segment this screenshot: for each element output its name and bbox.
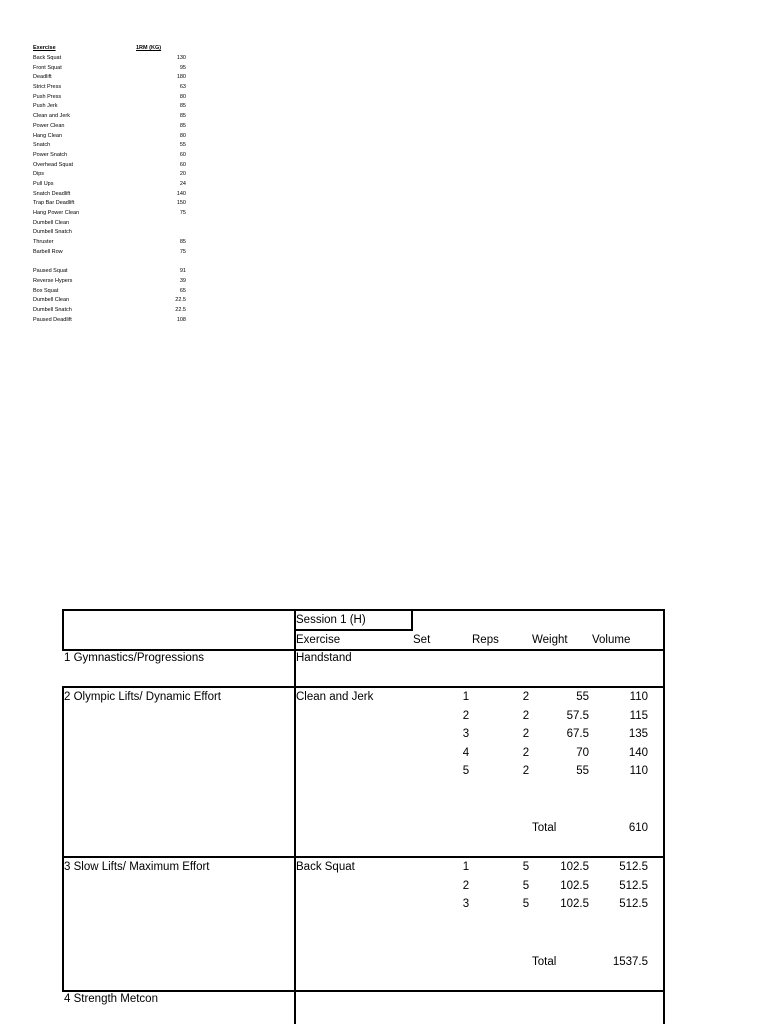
slow-lifts-reps-cell: 5	[522, 898, 530, 910]
slow-lifts-volume-cell: 512.5	[619, 879, 648, 892]
sheet-top-border	[62, 609, 665, 611]
slow-lifts-volume-cell: 512.5	[619, 898, 648, 910]
rm-exercise-value: 140	[176, 190, 186, 197]
slow-lifts-total-value: 1537.5	[612, 956, 648, 968]
section-label-olympic: 2 Olympic Lifts/ Dynamic Effort	[64, 691, 221, 703]
olympic-set-cell: 4	[462, 746, 470, 759]
rm-exercise-name: Paused Squat	[33, 268, 68, 275]
rm-exercise-name: Dumbell Snatch	[33, 306, 72, 313]
rm-exercise-name: Dips	[33, 171, 45, 178]
rm-exercise-name: Clean and Jerk	[33, 113, 70, 120]
olympic-reps-cell: 2	[522, 746, 530, 759]
section2-divider	[62, 856, 665, 858]
rm-exercise-value: 60	[179, 151, 186, 158]
rm-exercise-name: Pull Ups	[33, 180, 54, 187]
slow-lifts-set-cell: 3	[462, 898, 470, 910]
rm-exercise-value: 95	[179, 64, 186, 71]
session-title: Session 1 (H)	[296, 614, 366, 626]
olympic-volume-cell: 140	[628, 746, 648, 759]
section3-left-border	[62, 856, 64, 992]
col-header-reps: Reps	[472, 634, 499, 646]
olympic-weight-cell: 55	[576, 765, 589, 777]
rm-exercise-value: 39	[179, 277, 186, 284]
rm-exercise-value: 80	[179, 93, 186, 100]
rm-exercise-value: 85	[179, 122, 186, 129]
rm-exercise-value: 180	[176, 74, 186, 81]
section-exercise-olympic: Clean and Jerk	[296, 691, 374, 703]
sheet-left-border-top	[62, 609, 64, 651]
rm-exercise-value: 75	[179, 248, 186, 255]
olympic-set-cell: 3	[462, 728, 470, 740]
rm-exercise-name: Snatch	[33, 142, 51, 149]
olympic-reps-cell: 2	[522, 709, 530, 722]
rm-exercise-value: 20	[179, 171, 186, 178]
olympic-weight-cell: 67.5	[566, 728, 589, 740]
rm-exercise-name: Snatch Deadlift	[33, 190, 71, 197]
rm-exercise-name: Barbell Row	[33, 248, 63, 255]
slow-lifts-total-label: Total	[532, 956, 557, 968]
rm-exercise-value: 55	[179, 142, 186, 149]
slow-lifts-weight-cell: 102.5	[560, 861, 589, 873]
section-label-strength-metcon: 4 Strength Metcon	[64, 993, 158, 1005]
rm-exercise-value: 108	[176, 316, 186, 323]
sheet-column-divider	[294, 609, 296, 1024]
olympic-volume-cell: 110	[629, 765, 648, 777]
slow-lifts-weight-cell: 102.5	[560, 898, 589, 910]
rm-exercise-value: 80	[179, 132, 186, 139]
rm-exercise-value: 22.5	[175, 297, 186, 304]
rm-exercise-value: 75	[179, 210, 186, 216]
olympic-total-label: Total	[532, 822, 557, 834]
slow-lifts-volume-cell: 512.5	[619, 861, 648, 873]
olympic-weight-cell: 70	[576, 746, 589, 759]
olympic-volume-cell: 115	[629, 709, 648, 722]
rm-exercise-value: 65	[179, 287, 186, 294]
rm-exercise-name: Push Jerk	[33, 103, 58, 110]
col-header-exercise: Exercise	[296, 634, 341, 646]
title-box-bottom	[294, 629, 413, 631]
section1-divider	[62, 686, 665, 688]
section-exercise-gymnastics: Handstand	[296, 652, 352, 664]
rm-exercise-value: 150	[176, 200, 186, 207]
rm-exercise-name: Box Squat	[33, 287, 59, 294]
rm-exercise-name: Dumbell Snatch	[33, 229, 72, 236]
rm-exercise-name: Push Press	[33, 93, 62, 100]
rm-exercise-name: Reverse Hypers	[33, 277, 73, 284]
rm-exercise-name: Thruster	[33, 239, 54, 246]
rm-exercise-name: Overhead Squat	[33, 161, 74, 168]
rm-exercise-name: Deadlift	[33, 74, 52, 81]
slow-lifts-set-cell: 1	[462, 861, 470, 873]
rm-header-1rm: 1RM (KG)	[136, 45, 162, 51]
rm-exercise-value: 85	[179, 239, 186, 246]
rm-exercise-value: 85	[179, 103, 186, 110]
olympic-set-cell: 1	[462, 691, 470, 703]
olympic-reps-cell: 2	[522, 691, 530, 703]
rm-exercise-value: 22.5	[175, 306, 186, 313]
slow-lifts-weight-cell: 102.5	[560, 879, 589, 892]
rm-exercise-value: 63	[179, 84, 186, 91]
rm-exercise-value: 60	[179, 161, 186, 168]
col-header-volume: Volume	[592, 634, 631, 646]
rm-exercise-name: Hang Clean	[33, 132, 63, 139]
olympic-weight-cell: 55	[576, 691, 589, 703]
olympic-reps-cell: 2	[522, 728, 530, 740]
olympic-weight-cell: 57.5	[566, 709, 589, 722]
olympic-set-cell: 2	[462, 709, 470, 722]
section-label-slow-lifts: 3 Slow Lifts/ Maximum Effort	[64, 861, 210, 873]
rm-exercise-value: 130	[176, 55, 186, 61]
rm-exercise-value: 91	[179, 268, 186, 275]
olympic-volume-cell: 110	[629, 691, 648, 703]
section-label-gymnastics: 1 Gymnastics/Progressions	[64, 652, 204, 664]
olympic-set-cell: 5	[462, 765, 470, 777]
olympic-reps-cell: 2	[522, 765, 530, 777]
olympic-total-value: 610	[628, 822, 648, 834]
rm-exercise-name: Power Snatch	[33, 151, 68, 158]
col-header-weight: Weight	[532, 634, 568, 646]
rm-exercise-name: Front Squat	[33, 64, 62, 71]
rm-exercise-name: Hang Power Clean	[33, 210, 80, 216]
rm-exercise-value: 85	[179, 113, 186, 120]
section-exercise-slow-lifts: Back Squat	[296, 861, 355, 873]
rm-header-exercise: Exercise	[33, 45, 56, 51]
slow-lifts-reps-cell: 5	[522, 861, 530, 873]
title-box-right	[411, 609, 413, 631]
rm-exercise-name: Strict Press	[33, 84, 62, 91]
olympic-volume-cell: 135	[628, 728, 648, 740]
slow-lifts-set-cell: 2	[462, 879, 470, 892]
section2-left-border	[62, 686, 64, 858]
col-header-set: Set	[413, 634, 431, 646]
rm-exercise-name: Back Squat	[33, 55, 62, 61]
rm-exercise-name: Trap Bar Deadlift	[33, 200, 75, 207]
rm-exercise-value: 24	[179, 180, 186, 187]
rm-exercise-name: Dumbell Clean	[33, 297, 70, 304]
rm-exercise-name: Paused Deadlift	[33, 316, 72, 323]
rm-exercise-name: Power Clean	[33, 122, 65, 129]
sheet-right-border	[663, 609, 665, 1024]
slow-lifts-reps-cell: 5	[522, 879, 530, 892]
rm-exercise-name: Dumbell Clean	[33, 219, 70, 226]
